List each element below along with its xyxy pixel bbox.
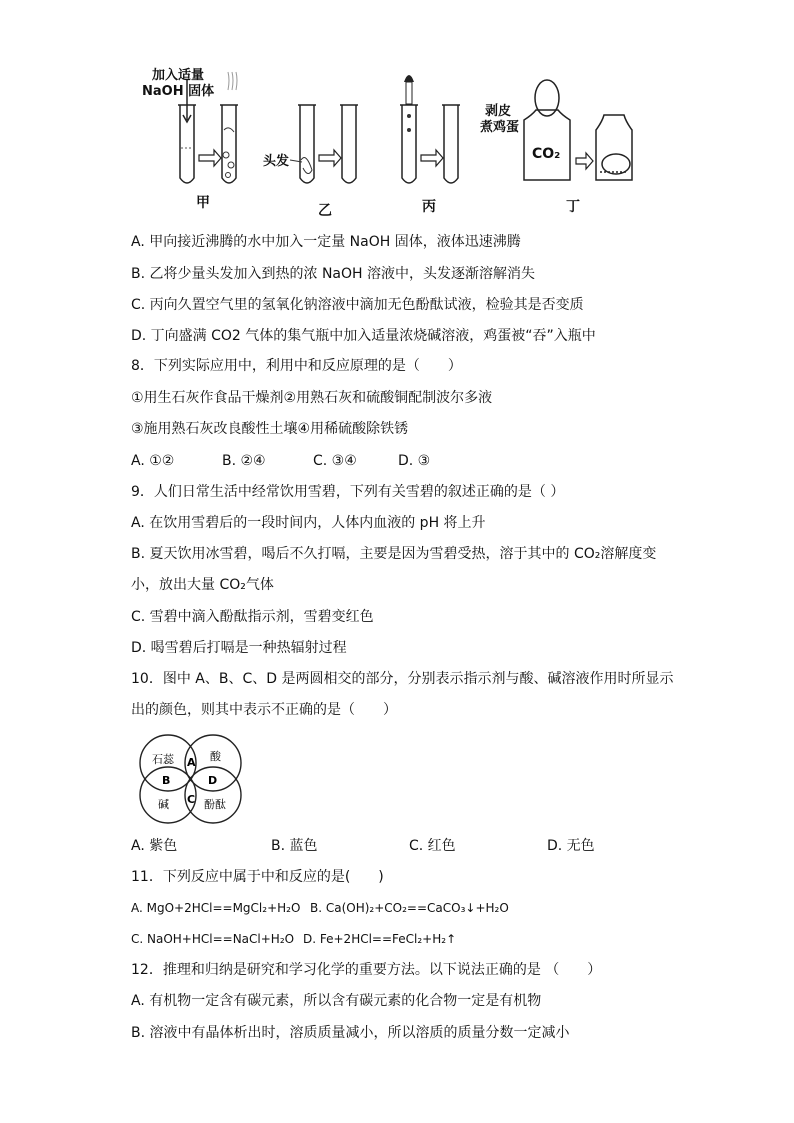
q9-option-c: C. 雪碧中滴入酚酞指示剂，雪碧变红色 — [131, 609, 374, 625]
label-naoh-2: NaOH 固体 — [142, 84, 215, 99]
venn-label-phenol: 酚酞 — [204, 798, 226, 811]
venn-label-litmus: 石蕊 — [152, 753, 174, 766]
q11-option-a: A. MgO+2HCl==MgCl₂+H₂O — [131, 901, 301, 915]
q11-option-d: D. Fe+2HCl==FeCl₂+H₂↑ — [303, 932, 457, 946]
q10-option-b: B. 蓝色 — [271, 838, 318, 854]
q10-stem-line2: 出的颜色，则其中表示不正确的是（ ） — [131, 702, 397, 718]
tube-bing-2 — [442, 105, 460, 183]
q9-stem: 9．人们日常生活中经常饮用雪碧，下列有关雪碧的叙述正确的是（ ） — [131, 484, 565, 500]
q8-option-c: C. ③④ — [313, 453, 357, 469]
q10-option-a: A. 紫色 — [131, 838, 178, 854]
q11-option-b: B. Ca(OH)₂+CO₂==CaCO₃↓+H₂O — [310, 901, 509, 915]
q11-stem: 11．下列反应中属于中和反应的是( ) — [131, 869, 384, 885]
label-co2: CO₂ — [532, 146, 561, 162]
experiment-figure — [130, 60, 650, 220]
label-hair: 头发 — [263, 154, 290, 169]
q8-stem: 8．下列实际应用中，利用中和反应原理的是（ ） — [131, 358, 462, 374]
label-egg-2: 煮鸡蛋 — [480, 120, 520, 135]
venn-region-d: D — [208, 774, 218, 787]
q8-option-a: A. ①② — [131, 453, 175, 469]
q9-option-d: D. 喝雪碧后打嗝是一种热辐射过程 — [131, 640, 347, 656]
q10-stem-line1: 10．图中 A、B、C、D 是两圆相交的部分，分别表示指示剂与酸、碱溶液作用时所显示 — [131, 671, 674, 687]
q7-option-c: C. 丙向久置空气里的氢氧化钠溶液中滴加无色酚酞试液，检验其是否变质 — [131, 297, 584, 313]
q7-option-d: D. 丁向盛满 CO2 气体的集气瓶中加入适量浓烧碱溶液，鸡蛋被“吞”入瓶中 — [131, 328, 596, 344]
venn-svg — [130, 733, 260, 825]
q11-option-c: C. NaOH+HCl==NaCl+H₂O — [131, 932, 295, 946]
bottle-ding-1 — [524, 80, 570, 180]
label-naoh-1: 加入适量 — [152, 68, 205, 83]
label-egg-1: 剥皮 — [485, 104, 512, 119]
venn-label-acid: 酸 — [210, 750, 221, 763]
q8-items-2: ③施用熟石灰改良酸性土壤④用稀硫酸除铁锈 — [131, 421, 409, 437]
venn-region-b: B — [162, 774, 171, 787]
q12-stem: 12．推理和归纳是研究和学习化学的重要方法。以下说法正确的是 （ ） — [131, 962, 602, 978]
q7-option-b: B. 乙将少量头发加入到热的浓 NaOH 溶液中，头发逐渐溶解消失 — [131, 266, 536, 282]
q7-option-a: A. 甲向接近沸腾的水中加入一定量 NaOH 固体，液体迅速沸腾 — [131, 234, 521, 250]
q9-option-a: A. 在饮用雪碧后的一段时间内，人体内血液的 pH 将上升 — [131, 515, 486, 531]
q12-option-a: A. 有机物一定含有碳元素，所以含有碳元素的化合物一定是有机物 — [131, 993, 542, 1009]
q8-items-1: ①用生石灰作食品干燥剂②用熟石灰和硫酸铜配制波尔多液 — [131, 390, 493, 406]
tube-yi-1 — [298, 105, 316, 183]
q8-option-d: D. ③ — [398, 453, 431, 469]
bottle-ding-2 — [596, 115, 632, 180]
q9-option-b-line1: B. 夏天饮用冰雪碧，喝后不久打嗝，主要是因为雪碧受热，溶于其中的 CO₂溶解度变 — [131, 546, 657, 562]
tube-yi-2 — [340, 105, 358, 183]
label-jia: 甲 — [196, 195, 210, 211]
label-yi: 乙 — [318, 203, 332, 219]
venn-region-a: A — [187, 756, 196, 769]
q12-option-b: B. 溶液中有晶体析出时，溶质质量减小，所以溶质的质量分数一定减小 — [131, 1025, 570, 1041]
q10-option-c: C. 红色 — [409, 838, 456, 854]
q10-option-d: D. 无色 — [547, 838, 595, 854]
label-ding: 丁 — [566, 199, 580, 215]
venn-diagram — [130, 733, 260, 825]
label-bing: 丙 — [422, 199, 436, 215]
q8-option-b: B. ②④ — [222, 453, 266, 469]
q9-option-b-line2: 小，放出大量 CO₂气体 — [131, 577, 274, 593]
venn-label-base: 碱 — [158, 798, 169, 811]
venn-region-c: C — [187, 793, 196, 806]
tube-jia-2 — [220, 105, 238, 183]
